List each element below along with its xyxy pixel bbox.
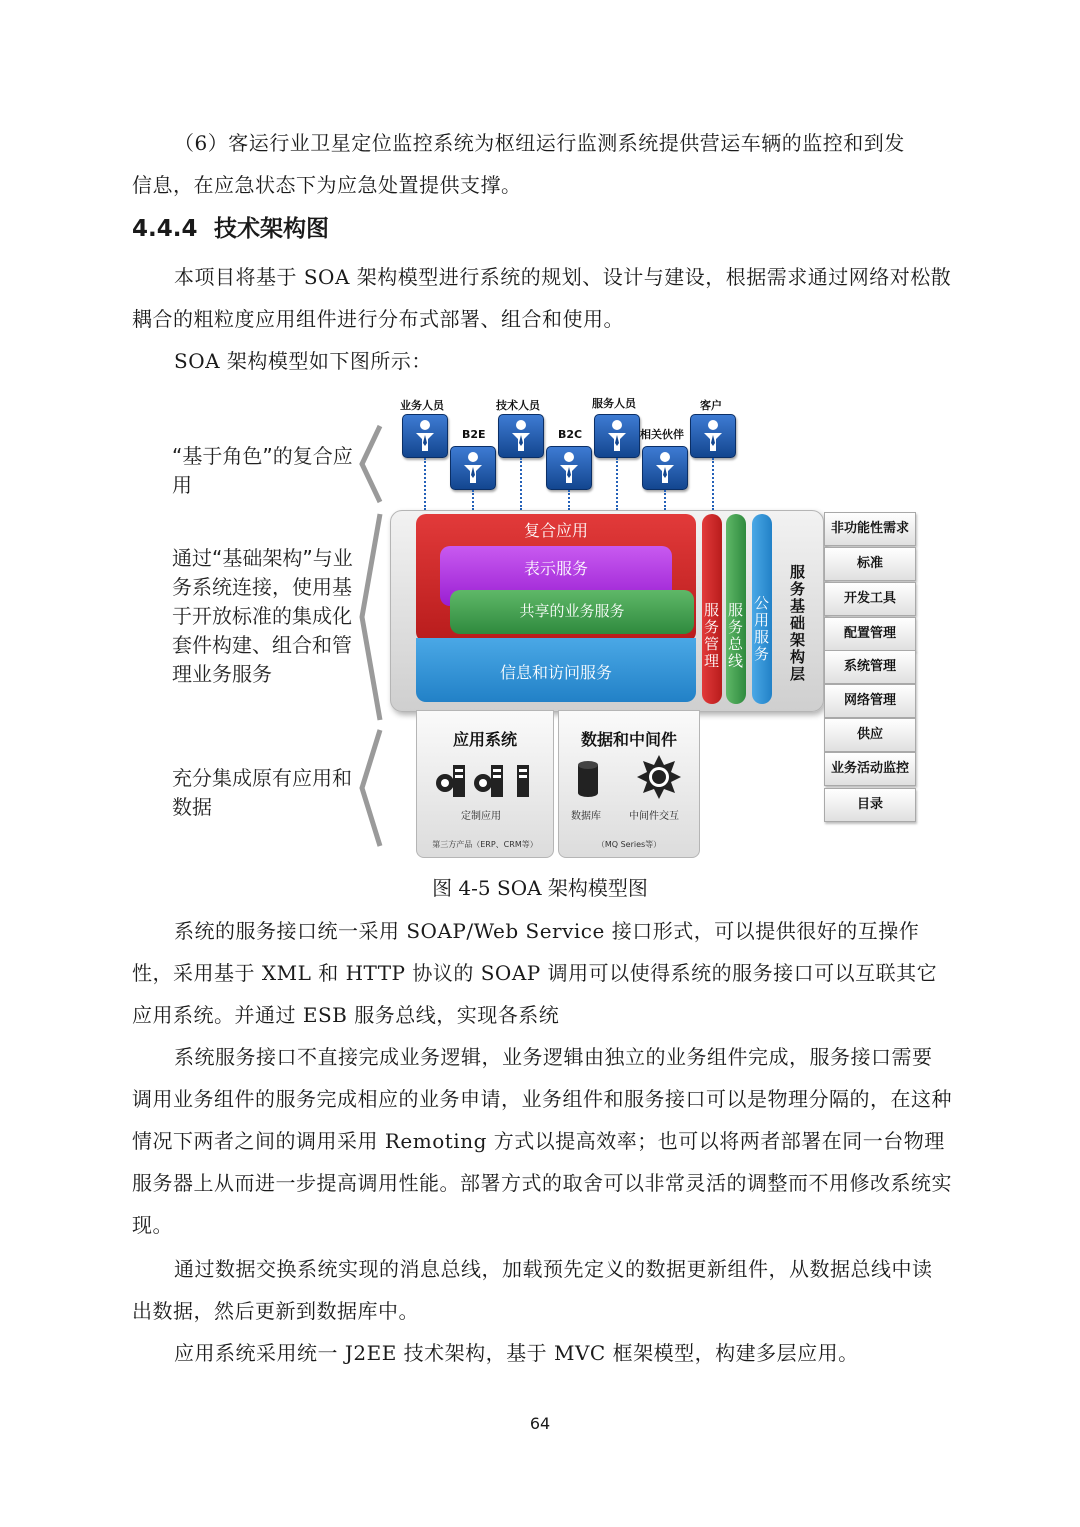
paragraph-j2ee: 应用系统采用统一 J2EE 技术架构，基于 MVC 框架模型，构建多层应用。 [174,1341,859,1365]
person-icon [498,414,544,458]
layer-shared-business [450,590,694,634]
bracket-icon [356,728,384,848]
person-icon [594,414,640,458]
middleware-globe-icon [637,755,681,799]
role-label-service: 服务人员 [592,397,636,410]
right-box-standards: 标准 [824,547,916,581]
right-box-directory: 目录 [824,788,916,822]
person-icon [546,446,592,490]
connector-line [568,490,570,510]
right-box-system-mgmt: 系统管理 [824,650,916,684]
figure-caption: 图 4-5 SOA 架构模型图 [432,876,648,900]
role-label-business: 业务人员 [400,399,444,412]
paragraph-soa-figure-intro: SOA 架构模型如下图所示： [174,349,432,373]
connector-line [472,490,474,510]
database-label: 数据库 [571,811,601,822]
label-integrate-legacy: 充分集成原有应用和数据 [172,766,352,819]
right-box-config-mgmt: 配置管理 [824,617,916,651]
layer-info-access [416,638,696,702]
paragraph-6-line2: 信息，在应急状态下为应急处置提供支撑。 [132,173,522,197]
label-infrastructure-connection: 通过“基础架构”与业务系统连接，使用基于开放标准的集成化套件构建、组合和管理业务服务 [172,546,353,686]
layer-shared-business-label: 共享的业务服务 [519,602,625,620]
label-role-based-composite: “基于角色”的复合应用 [172,444,353,497]
connector-line [520,458,522,510]
bar-public-service: 公用服务 [752,514,772,704]
section-title: 技术架构图 [214,216,329,242]
box-data-middleware [558,710,700,858]
layer-composite-app-label: 复合应用 [523,521,588,540]
mq-label: （MQ Series等） [596,840,662,849]
bracket-icon [356,424,384,504]
custom-app-label: 定制应用 [461,811,501,822]
database-icon [577,761,599,797]
role-label-b2e: B2E [462,428,486,441]
right-box-network-mgmt: 网络管理 [824,684,916,718]
soa-architecture-diagram [160,392,920,862]
apps-title: 应用系统 [452,730,517,749]
paragraph-soap: 系统的服务接口统一采用 SOAP/Web Service 接口形式，可以提供很好的互操作性，采用基于 XML 和 HTTP 协议的 SOAP 调用可以使得系统的服务接口可以互联其它应用系统。并通过 ESB 服务总线，实现各系统 [132,919,938,1027]
connector-line [424,458,426,510]
data-title: 数据和中间件 [580,730,677,749]
role-label-partner: 相关伙伴 [640,428,684,441]
person-icon [642,446,688,490]
right-box-dev-tools: 开发工具 [824,582,916,616]
person-icon [450,446,496,490]
connector-line [664,490,666,510]
third-party-label: 第三方产品（ERP、CRM等） [432,840,538,849]
section-heading [132,210,329,243]
role-label-b2c: B2C [558,428,583,441]
paragraph-data-exchange: 通过数据交换系统实现的消息总线，加载预先定义的数据更新组件，从数据总线中读出数据，然后更新到数据库中。 [132,1257,933,1323]
paragraph-6-line1: （6）客运行业卫星定位监控系统为枢纽运行监测系统提供营运车辆的监控和到发 [174,131,905,155]
layer-info-access-label: 信息和访问服务 [499,663,612,682]
right-box-supply: 供应 [824,718,916,752]
right-box-bam: 业务活动监控 [824,752,916,786]
bar-service-management: 服务管理 [702,514,722,704]
connector-line [712,458,714,510]
page-number: 64 [529,1414,551,1433]
bracket-icon [356,512,384,722]
label-service-infrastructure-layer: 服务基础架构层 [788,563,806,683]
section-number: 4.4.4 [132,216,198,242]
layer-presentation-label: 表示服务 [523,559,588,578]
bar-service-bus: 服务总线 [726,514,746,704]
server-gear-icon [433,759,537,799]
person-icon [402,414,448,458]
right-box-nonfunctional: 非功能性需求 [824,512,916,546]
role-label-tech: 技术人员 [496,399,540,412]
role-label-customer: 客户 [700,399,722,412]
paragraph-soa-intro: 本项目将基于 SOA 架构模型进行系统的规划、设计与建设，根据需求通过网络对松散耦合的粗粒度应用组件进行分布式部署、组合和使用。 [132,265,952,331]
connector-line [616,458,618,510]
middleware-label: 中间件交互 [629,811,679,822]
paragraph-service-interface: 系统服务接口不直接完成业务逻辑，业务逻辑由独立的业务组件完成，服务接口需要调用业务组件的服务完成相应的业务申请，业务组件和服务接口可以是物理分隔的，在这种情况下两者之间的调用采用 Remoting 方式以提高效率；也可以将两者部署在同一台物理服务器上从而进一步提高调用性能。部署方式的取舍可以非常灵活的调整而不用修改系统实现。 [132,1045,952,1237]
box-application-systems [416,710,554,858]
person-icon [690,414,736,458]
